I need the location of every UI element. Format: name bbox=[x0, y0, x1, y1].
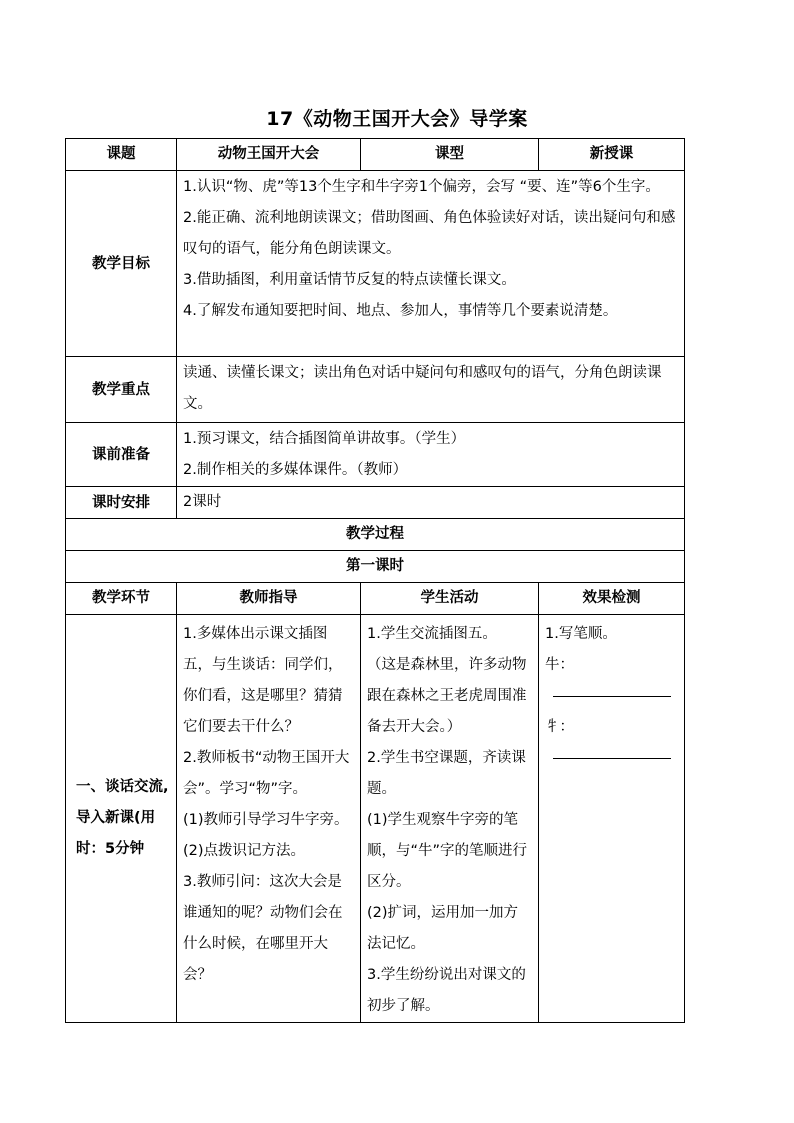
objectives-row bbox=[66, 171, 685, 357]
answer-blank[interactable] bbox=[553, 696, 671, 697]
objective-item: 2.能正确、流利地朗读课文；借助图画、角色体验读好对话，读出疑问句和感叹句的语气，能分角色朗读课文。 bbox=[183, 210, 676, 257]
stage1-label: 一、谈话交流,导入新课(用时：5分钟 bbox=[66, 615, 177, 1023]
topic-row bbox=[66, 139, 685, 171]
student-step: （这是森林里，许多动物跟在森林之王老虎周围准备去开大会。） bbox=[367, 657, 527, 735]
key-points-label: 教学重点 bbox=[66, 357, 177, 423]
teacher-guidance bbox=[177, 615, 361, 1023]
lesson-plan-table bbox=[65, 138, 685, 1023]
effect-check bbox=[539, 615, 685, 1023]
teacher-step: (2)点拨识记方法。 bbox=[183, 843, 306, 859]
student-activity bbox=[361, 615, 539, 1023]
objectives-content bbox=[177, 171, 685, 357]
type-value: 新授课 bbox=[539, 139, 685, 171]
topic-value: 动物王国开大会 bbox=[177, 139, 361, 171]
lesson-title-row bbox=[66, 551, 685, 583]
student-step: 3.学生纷纷说出对课文的初步了解。 bbox=[367, 967, 526, 1014]
preparation-item: 1.预习课文，结合插图简单讲故事。（学生） bbox=[183, 431, 466, 447]
column-header: 效果检测 bbox=[539, 583, 685, 615]
preparation-content bbox=[177, 423, 685, 487]
schedule-row bbox=[66, 487, 685, 519]
column-header: 学生活动 bbox=[361, 583, 539, 615]
preparation-row bbox=[66, 423, 685, 487]
key-points-text: 读通、读懂长课文；读出角色对话中疑问句和感叹句的语气，分角色朗读课文。 bbox=[177, 357, 685, 423]
column-header: 教师指导 bbox=[177, 583, 361, 615]
teacher-step: 2.教师板书“动物王国开大会”。学习“物”字。 bbox=[183, 750, 350, 797]
teacher-step: 3.教师引问：这次大会是谁通知的呢？动物们会在什么时候，在哪里开大会？ bbox=[183, 874, 343, 983]
objectives-label: 教学目标 bbox=[66, 171, 177, 357]
check-item-niu-radical: 牜： bbox=[545, 719, 574, 735]
process-title: 教学过程 bbox=[66, 519, 685, 551]
answer-blank[interactable] bbox=[553, 758, 671, 759]
lesson-title: 第一课时 bbox=[66, 551, 685, 583]
column-header: 教学环节 bbox=[66, 583, 177, 615]
student-step: 1.学生交流插图五。 bbox=[367, 626, 497, 642]
check-title: 1.写笔顺。 bbox=[545, 626, 617, 642]
schedule-label: 课时安排 bbox=[66, 487, 177, 519]
key-points-row bbox=[66, 357, 685, 423]
page-title: 17《动物王国开大会》导学案 bbox=[266, 108, 528, 130]
student-step: (1)学生观察牛字旁的笔顺，与“牛”字的笔顺进行区分。 bbox=[367, 812, 528, 890]
topic-label: 课题 bbox=[66, 139, 177, 171]
preparation-label: 课前准备 bbox=[66, 423, 177, 487]
objective-item: 1.认识“物、虎”等13个生字和牛字旁1个偏旁，会写 “要、连”等6个生字。 bbox=[183, 179, 660, 195]
objective-item: 3.借助插图，利用童话情节反复的特点读懂长课文。 bbox=[183, 272, 516, 288]
column-header-row bbox=[66, 583, 685, 615]
student-step: 2.学生书空课题，齐读课题。 bbox=[367, 750, 526, 797]
student-step: (2)扩词，运用加一加方法记忆。 bbox=[367, 905, 519, 952]
teacher-step: 1.多媒体出示课文插图五，与生谈话：同学们，你们看，这是哪里？猜猜它们要去干什么？ bbox=[183, 626, 343, 735]
check-item-niu: 牛： bbox=[545, 657, 574, 673]
preparation-item: 2.制作相关的多媒体课件。（教师） bbox=[183, 462, 408, 478]
teacher-step: (1)教师引导学习牛字旁。 bbox=[183, 812, 349, 828]
objective-item: 4.了解发布通知要把时间、地点、参加人，事情等几个要素说清楚。 bbox=[183, 303, 618, 319]
schedule-value: 2课时 bbox=[177, 487, 685, 519]
process-title-row bbox=[66, 519, 685, 551]
stage1-row bbox=[66, 615, 685, 1023]
type-label: 课型 bbox=[361, 139, 539, 171]
